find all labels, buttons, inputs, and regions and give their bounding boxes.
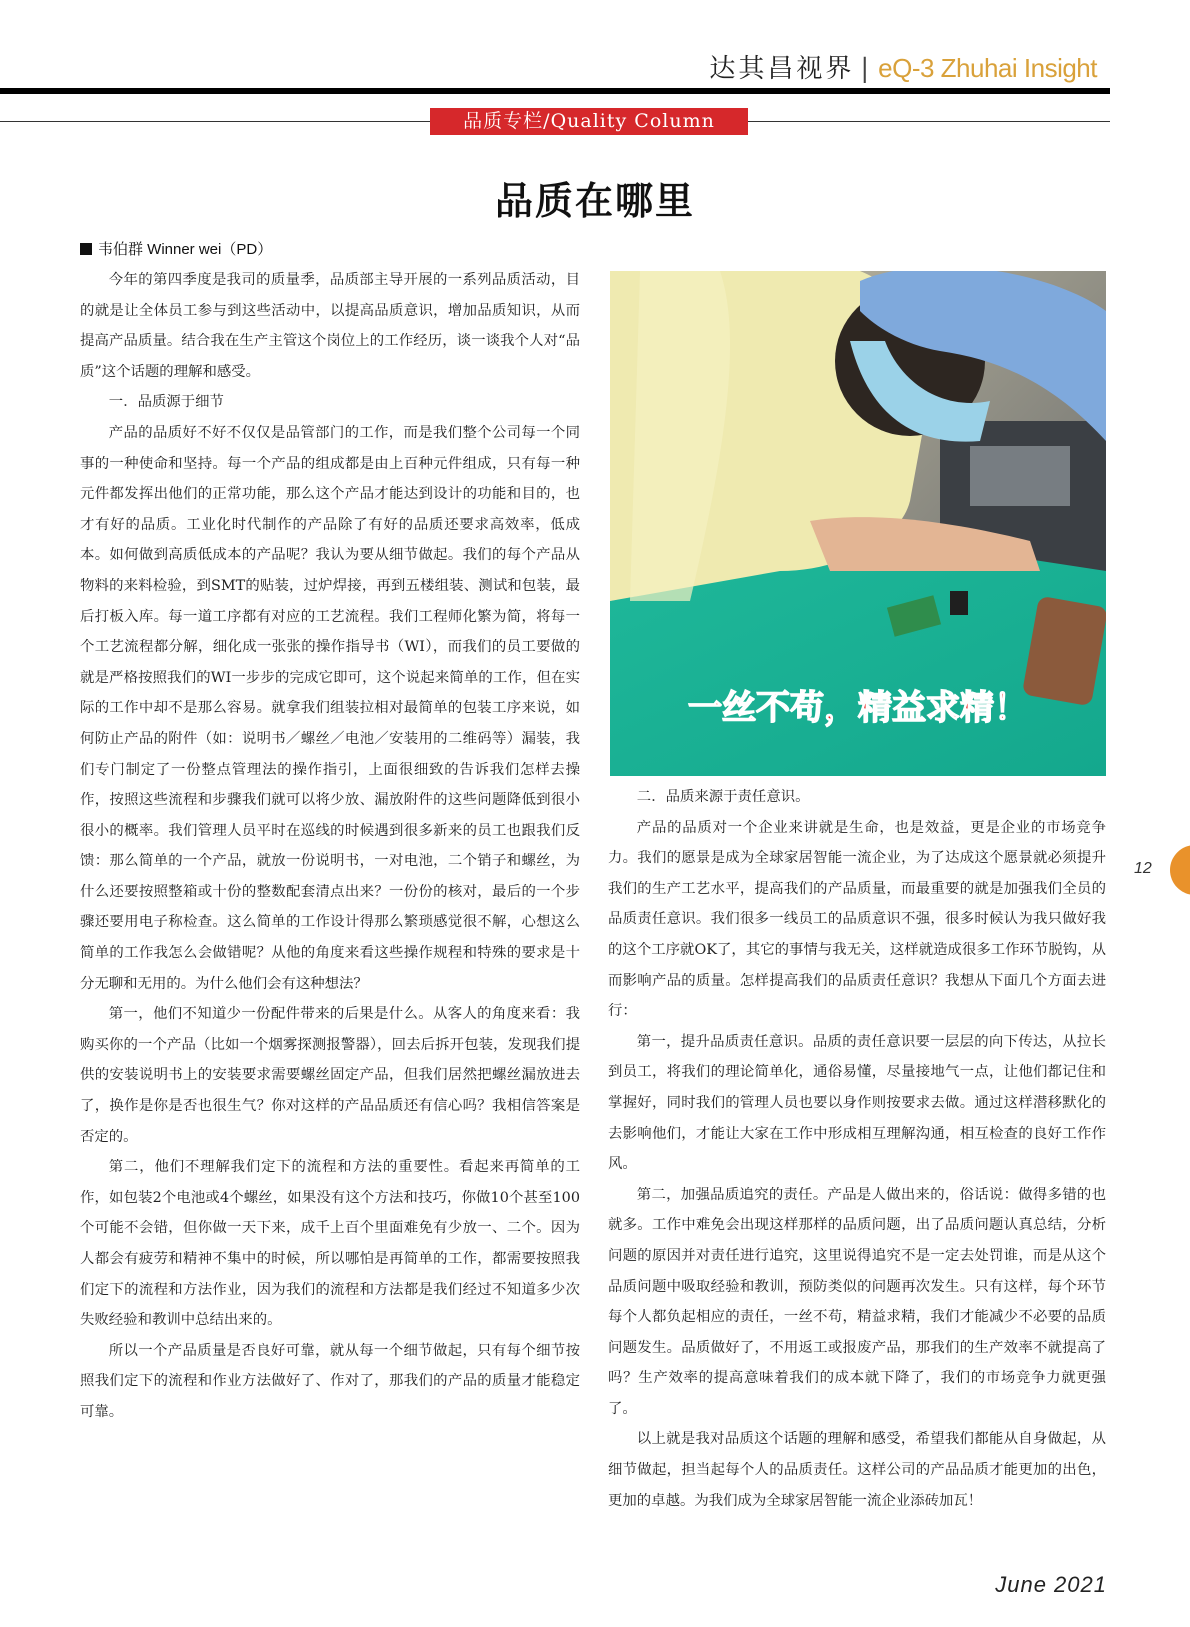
masthead-cn-title: 达其昌视界 bbox=[709, 54, 855, 84]
paragraph: 第二，加强品质追究的责任。产品是人做出来的，俗话说：做得多错的也就多。工作中难免会出现这样那样的品质问题，出了品质问题认真总结，分析问题的原因并对责任进行追究，这里说得追究不是一定去处罚谁，而是从这个品质问题中吸取经验和教训，预防类似的问题再次发生。只有这样，每个环节每个人都负起相应的责任，一丝不苟，精益求精，我们才能减少不必要的品质问题发生。品质做好了，不用返工或报废产品，那我们的生产效率不就提高了吗？生产效率的提高意味着我们的成本就下降了，我们的市场竞争力就更强了。 bbox=[608, 1186, 1106, 1417]
article-title: 品质在哪里 bbox=[494, 178, 695, 223]
worker-photo-illustration bbox=[610, 271, 1106, 776]
right-column bbox=[608, 782, 1106, 1516]
byline-square-icon bbox=[80, 243, 92, 255]
photo-caption: 一丝不苟，精益求精！ bbox=[688, 688, 1028, 728]
left-column bbox=[80, 265, 580, 1428]
paragraph: 以上就是我对品质这个话题的理解和感受，希望我们都能从自身做起，从细节做起，担当起每个人的品质责任。这样公司的产品品质才能更加的出色，更加的卓越。为我们成为全球家居智能一流企业添砖加瓦！ bbox=[608, 1431, 1106, 1509]
paragraph: 第一，他们不知道少一份配件带来的后果是什么。从客人的角度来看：我购买你的一个产品（比如一个烟雾探测报警器），回去后拆开包装，发现我们提供的安装说明书上的安装要求需要螺丝固定产品，但我们居然把螺丝漏放进去了，换作是你是否也很生气？你对这样的产品品质还有信心吗？我相信答案是否定的。 bbox=[80, 1006, 580, 1145]
masthead-separator: | bbox=[860, 54, 873, 84]
masthead-en-title: eQ-3 Zhuhai Insight bbox=[878, 53, 1097, 83]
article-photo bbox=[610, 271, 1106, 776]
page-number: 12 bbox=[1134, 860, 1152, 877]
paragraph: 今年的第四季度是我司的质量季，品质部主导开展的一系列品质活动，目的就是让全体员工参与到这些活动中，以提高品质意识，增加品质知识，从而提高产品质量。结合我在生产主管这个岗位上的工作经历，谈一谈我个人对“品质”这个话题的理解和感受。 bbox=[80, 272, 580, 380]
paragraph: 所以一个产品质量是否良好可靠，就从每一个细节做起，只有每个细节按照我们定下的流程和作业方法做好了、作对了，那我们的产品的质量才能稳定可靠。 bbox=[80, 1342, 580, 1420]
byline-text: 韦伯群 Winner wei（PD） bbox=[98, 241, 273, 258]
section-heading: 一．品质源于细节 bbox=[108, 394, 224, 411]
paragraph: 产品的品质好不好不仅仅是品管部门的工作，而是我们整个公司每一个同事的一种使命和坚持。每一个产品的组成都是由上百种元件组成，只有每一种元件都发挥出他们的正常功能，那么这个产品才能达到设计的功能和目的，也才有好的品质。工业化时代制作的产品除了有好的品质还要求高效率，低成本。如何做到高质低成本的产品呢？我认为要从细节做起。我们的每个产品从物料的来料检验，到SMT的贴装，过炉焊接，再到五楼组装、测试和包装，最后打板入库。每一道工序都有对应的工艺流程。我们工程师化繁为简，将每一个工艺流程都分解，细化成一张张的操作指导书（WI），而我们的员工要做的就是严格按照我们的WI一步步的完成它即可，这个说起来简单的工作，但在实际的工作中却不是那么容易。就拿我们组装拉相对最简单的包装工序来说，如何防止产品的附件（如：说明书／螺丝／电池／安装用的二维码等）漏装，我们专门制定了一份整点管理法的操作指引，上面很细致的告诉我们怎样去操作，按照这些流程和步骤我们就可以将少放、漏放附件的这些问题降低到很小很小的概率。我们管理人员平时在巡线的时候遇到很多新来的员工也跟我们反馈：那么简单的一个产品，就放一份说明书，一对电池，二个销子和螺丝，为什么还要按照整箱或十份的整数配套清点出来？一份份的核对，最后的一个步骤还要用电子称检查。这么简单的工作设计得那么繁琐感觉很不解，心想这么简单的工作我怎么会做错呢？从他的角度来看这些操作规程和特殊的要求是十分无聊和无用的。为什么他们会有这种想法？ bbox=[80, 424, 580, 992]
paragraph: 第二，他们不理解我们定下的流程和方法的重要性。看起来再简单的工作，如包装2个电池或4个螺丝，如果没有这个方法和技巧，你做10个甚至100个可能不会错，但你做一天下来，成千上百个里面难免有少放一、二个。因为人都会有疲劳和精神不集中的时候，所以哪怕是再简单的工作，都需要按照我们定下的流程和方法作业，因为我们的流程和方法都是我们经过不知道多少次失败经验和教训中总结出来的。 bbox=[80, 1159, 580, 1329]
header-rule-thick bbox=[0, 88, 1110, 94]
masthead bbox=[709, 48, 1097, 85]
column-tag: 品质专栏/Quality Column bbox=[430, 108, 748, 135]
paragraph: 第一，提升品质责任意识。品质的责任意识要一层层的向下传达，从拉长到员工，将我们的理论简单化，通俗易懂，尽量接地气一点，让他们都记住和掌握好，同时我们的管理人员也要以身作则按要求去做。通过这样潜移默化的去影响他们，才能让大家在工作中形成相互理解沟通，相互检查的良好工作作风。 bbox=[608, 1033, 1106, 1173]
issue-date: June 2021 bbox=[995, 1572, 1107, 1597]
paragraph: 产品的品质对一个企业来讲就是生命，也是效益，更是企业的市场竞争力。我们的愿景是成为全球家居智能一流企业，为了达成这个愿景就必须提升我们的生产工艺水平，提高我们的产品质量，而最重要的就是加强我们全员的品质责任意识。我们很多一线员工的品质意识不强，很多时候认为我只做好我的这个工序就OK了，其它的事情与我无关，这样就造成很多工作环节脱钩，从而影响产品的质量。怎样提高我们的品质责任意识？我想从下面几个方面去进行： bbox=[608, 819, 1106, 1020]
section-heading: 二．品质来源于责任意识。 bbox=[636, 789, 810, 805]
page-number-tab bbox=[1170, 845, 1190, 895]
byline bbox=[80, 238, 272, 259]
